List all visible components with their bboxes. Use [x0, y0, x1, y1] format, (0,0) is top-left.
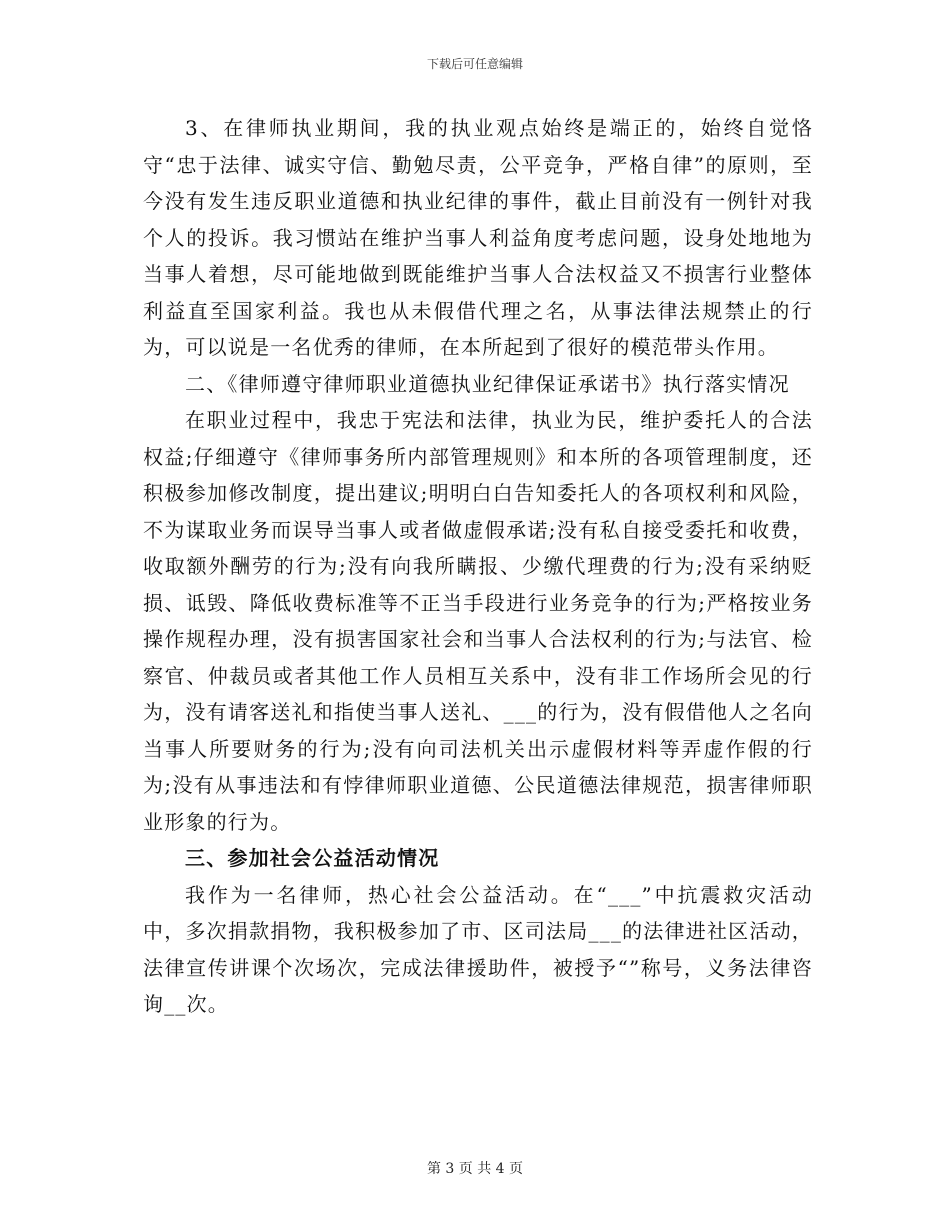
- paragraph-point-3: 3、在律师执业期间，我的执业观点始终是端正的，始终自觉恪守“忠于法律、诚实守信、勤勉尽责，公平竞争，严格自律”的原则，至今没有发生违反职业道德和执业纪律的事件，截止目前没有一例针对我个人的投诉。我习惯站在维护当事人利益角度考虑问题，设身处地地为当事人着想，尽可能地做到既能维护当事人合法权益又不损害行业整体利益直至国家利益。我也从未假借代理之名，从事法律法规禁止的行为，可以说是一名优秀的律师，在本所起到了很好的模范带头作用。: [143, 116, 813, 359]
- page-number: 第 3 页 共 4 页: [426, 1161, 524, 1177]
- section-heading-2: 二、《律师遵守律师职业道德执业纪律保证承诺书》执行落实情况: [185, 371, 790, 396]
- document-body: [143, 110, 813, 1023]
- section-heading-3: 三、参加社会公益活动情况: [185, 846, 440, 870]
- page-header: 下载后可任意编辑: [426, 57, 523, 71]
- paragraph-section-2-body: 在职业过程中，我忠于宪法和法律，执业为民，维护委托人的合法权益;仔细遵守《律师事务所内部管理规则》和本所的各项管理制度，还积极参加修改制度，提出建议;明明白白告知委托人的各项权利和风险，不为谋取业务而误导当事人或者做虚假承诺;没有私自接受委托和收费，收取额外酬劳的行为;没有向我所瞒报、少缴代理费的行为;没有采纳贬损、诋毁、降低收费标准等不正当手段进行业务竞争的行为;严格按业务操作规程办理，没有损害国家社会和当事人合法权利的行为;与法官、检察官、仲裁员或者其他工作人员相互关系中，没有非工作场所会见的行为，没有请客送礼和指使当事人送礼、___的行为，没有假借他人之名向当事人所要财务的行为;没有向司法机关出示虚假材料等弄虚作假的行为;没有从事违法和有悖律师职业道德、公民道德法律规范，损害律师职业形象的行为。: [143, 408, 813, 834]
- paragraph-section-3-body: 我作为一名律师，热心社会公益活动。在“___”中抗震救灾活动中，多次捐款捐物，我积极参加了市、区司法局___的法律进社区活动，法律宣传讲课个次场次，完成法律援助件，被授予“”称号，义务法律咨询__次。: [143, 882, 813, 1016]
